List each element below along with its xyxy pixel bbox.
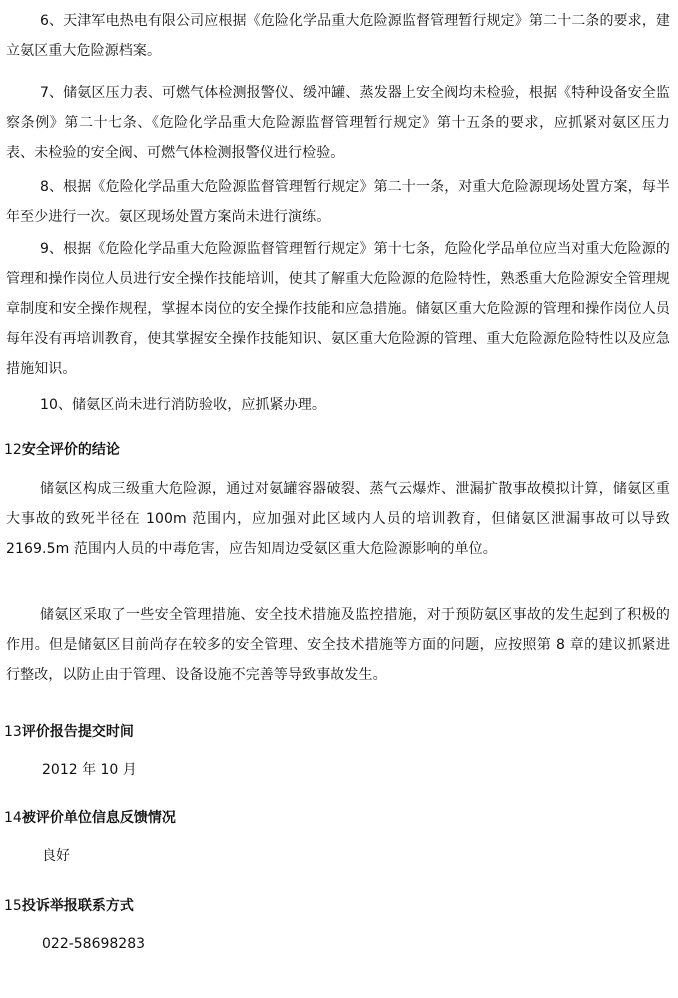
submission-date: 2012 年 10 月 <box>42 762 137 778</box>
section-14-heading <box>4 808 176 828</box>
section-12-heading <box>4 440 120 460</box>
section-15-heading <box>4 896 134 916</box>
section-title: 被评价单位信息反馈情况 <box>21 810 176 826</box>
item-9: 9、根据《危险化学品重大危险源监督管理暂行规定》第十七条，危险化学品单位应当对重大危险源的管理和操作岗位人员进行安全操作技能培训，使其了解重大危险源的危险特性，熟悉重大危险源安全管理规章制度和安全操作规程，掌握本岗位的安全操作技能和应急措施。储氨区重大危险源的管理和操作岗位人员每年没有再培训教育，使其掌握安全操作技能知识、氨区重大危险源的管理、重大危险源危险特性以及应急措施知识。 <box>6 241 670 377</box>
section-number: 12 <box>4 442 22 458</box>
item-6: 6、天津军电热电有限公司应根据《危险化学品重大危险源监督管理暂行规定》第二十二条的要求，建立氨区重大危险源档案。 <box>6 13 670 59</box>
section-number: 14 <box>4 810 22 826</box>
item-7: 7、储氨区压力表、可燃气体检测报警仪、缓冲罐、蒸发器上安全阀均未检验，根据《特种设备安全监察条例》第二十七条、《危险化学品重大危险源监督管理暂行规定》第十五条的要求，应抓紧对氨区压力表、未检验的安全阀、可燃气体检测报警仪进行检验。 <box>6 85 670 161</box>
feedback-value: 良好 <box>42 848 70 864</box>
conclusion-paragraph-1: 储氨区构成三级重大危险源，通过对氨罐容器破裂、蒸气云爆炸、泄漏扩散事故模拟计算，储氨区重大事故的致死半径在 100m 范围内，应加强对此区域内人员的培训教育，但储氨区泄漏事故可以导致 2169.5m 范围内人员的中毒危害，应告知周边受氨区重大危险源影响的单位。 <box>6 481 670 557</box>
section-13-heading <box>4 722 134 742</box>
section-number: 15 <box>4 898 22 914</box>
section-number: 13 <box>4 724 22 740</box>
contact-phone: 022-58698283 <box>42 936 146 952</box>
section-title: 投诉举报联系方式 <box>21 898 134 914</box>
conclusion-paragraph-2: 储氨区采取了一些安全管理措施、安全技术措施及监控措施，对于预防氨区事故的发生起到了积极的作用。但是储氨区目前尚存在较多的安全管理、安全技术措施等方面的问题，应按照第 8 章的建议抓紧进行整改，以防止由于管理、设备设施不完善等导致事故发生。 <box>6 607 670 683</box>
section-title: 安全评价的结论 <box>21 442 120 458</box>
section-title: 评价报告提交时间 <box>21 724 134 740</box>
item-8: 8、根据《危险化学品重大危险源监督管理暂行规定》第二十一条，对重大危险源现场处置方案，每半年至少进行一次。氨区现场处置方案尚未进行演练。 <box>6 179 670 225</box>
item-10: 10、储氨区尚未进行消防验收，应抓紧办理。 <box>40 397 326 413</box>
